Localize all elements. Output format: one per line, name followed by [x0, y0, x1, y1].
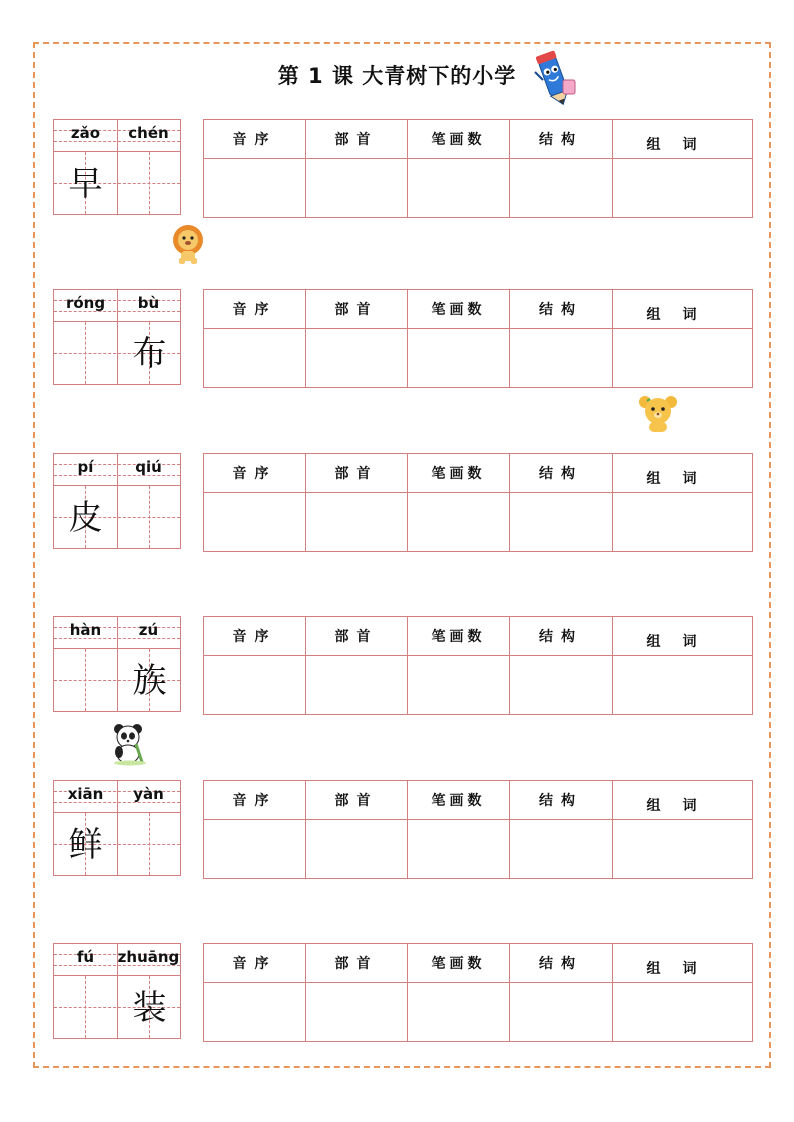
header-bushou: 部首: [306, 944, 408, 983]
header-bihuashu: 笔画数: [408, 120, 510, 159]
hanzi-char: [118, 816, 181, 874]
hanzi-char: 皮: [68, 498, 103, 538]
pinyin-text: xiān: [67, 785, 104, 803]
answer-cell[interactable]: [408, 159, 510, 218]
hanzi-char: [54, 325, 117, 383]
pencil-mascot-icon: [527, 50, 581, 108]
header-bushou: 部首: [306, 290, 408, 329]
header-zuci: 组词: [613, 454, 753, 493]
header-zuci: 组词: [613, 781, 753, 820]
header-bihuashu: 笔画数: [408, 944, 510, 983]
answer-cell[interactable]: [306, 983, 408, 1042]
hanzi-char: [118, 489, 181, 547]
header-bushou: 部首: [306, 120, 408, 159]
pinyin-text: zhuāng: [117, 948, 180, 966]
answer-cell[interactable]: [204, 983, 306, 1042]
header-zuci: 组词: [613, 617, 753, 656]
answer-cell[interactable]: [510, 820, 613, 879]
answer-cell[interactable]: [408, 493, 510, 552]
panda-icon: [110, 722, 150, 766]
answer-cell[interactable]: [306, 329, 408, 388]
answer-cell[interactable]: [408, 983, 510, 1042]
answer-cell[interactable]: [204, 159, 306, 218]
answer-cell[interactable]: [613, 493, 753, 552]
info-table: [203, 289, 753, 388]
answer-cell[interactable]: [204, 656, 306, 715]
header-yinxu: 音序: [204, 944, 306, 983]
pinyin-text: hàn: [69, 621, 102, 639]
hanzi-char: 装: [132, 988, 167, 1028]
tianzige-box: [53, 289, 181, 385]
answer-cell[interactable]: [306, 493, 408, 552]
header-bihuashu: 笔画数: [408, 617, 510, 656]
tianzige-box: [53, 453, 181, 549]
info-table: [203, 119, 753, 218]
character-row: [53, 943, 753, 1041]
character-row: [53, 616, 753, 714]
answer-cell[interactable]: [510, 656, 613, 715]
answer-cell[interactable]: [204, 329, 306, 388]
hanzi-char: 早: [68, 164, 103, 204]
pinyin-text: fú: [76, 948, 95, 966]
answer-cell[interactable]: [613, 820, 753, 879]
answer-cell[interactable]: [408, 656, 510, 715]
answer-cell[interactable]: [613, 983, 753, 1042]
character-row: [53, 780, 753, 878]
header-bihuashu: 笔画数: [408, 290, 510, 329]
pinyin-text: chén: [128, 124, 169, 142]
header-zuci: 组词: [613, 290, 753, 329]
answer-cell[interactable]: [613, 329, 753, 388]
header-bushou: 部首: [306, 454, 408, 493]
answer-cell[interactable]: [510, 983, 613, 1042]
hanzi-char: [54, 652, 117, 710]
lion-icon: [170, 224, 206, 266]
header-yinxu: 音序: [204, 454, 306, 493]
tianzige-box: [53, 119, 181, 215]
answer-cell[interactable]: [204, 820, 306, 879]
answer-cell[interactable]: [510, 493, 613, 552]
header-bushou: 部首: [306, 617, 408, 656]
answer-cell[interactable]: [204, 493, 306, 552]
bear-icon: [637, 393, 679, 435]
character-row: [53, 453, 753, 551]
header-jiegou: 结构: [510, 781, 613, 820]
answer-cell[interactable]: [306, 820, 408, 879]
header-jiegou: 结构: [510, 617, 613, 656]
pinyin-text: róng: [65, 294, 106, 312]
tianzige-box: [53, 780, 181, 876]
header-zuci: 组词: [613, 120, 753, 159]
header-yinxu: 音序: [204, 120, 306, 159]
hanzi-char: 鲜: [68, 825, 103, 865]
info-table: [203, 943, 753, 1042]
answer-cell[interactable]: [408, 329, 510, 388]
pinyin-text: zǎo: [70, 124, 101, 142]
pinyin-text: zú: [138, 621, 159, 639]
header-yinxu: 音序: [204, 781, 306, 820]
answer-cell[interactable]: [613, 656, 753, 715]
pinyin-text: qiú: [135, 458, 162, 476]
character-row: [53, 119, 753, 217]
tianzige-box: [53, 616, 181, 712]
hanzi-char: 布: [132, 334, 167, 374]
page-title: 第 1 课 大青树下的小学: [277, 64, 517, 88]
header-jiegou: 结构: [510, 944, 613, 983]
answer-cell[interactable]: [408, 820, 510, 879]
answer-cell[interactable]: [613, 159, 753, 218]
header-bushou: 部首: [306, 781, 408, 820]
answer-cell[interactable]: [510, 329, 613, 388]
header-bihuashu: 笔画数: [408, 781, 510, 820]
pinyin-text: pí: [77, 458, 94, 476]
header-jiegou: 结构: [510, 290, 613, 329]
hanzi-char: [118, 155, 181, 213]
info-table: [203, 780, 753, 879]
answer-cell[interactable]: [510, 159, 613, 218]
header-yinxu: 音序: [204, 617, 306, 656]
tianzige-box: [53, 943, 181, 1039]
header-jiegou: 结构: [510, 454, 613, 493]
hanzi-char: 族: [132, 661, 167, 701]
character-row: [53, 289, 753, 387]
header-jiegou: 结构: [510, 120, 613, 159]
info-table: [203, 453, 753, 552]
header-bihuashu: 笔画数: [408, 454, 510, 493]
answer-cell[interactable]: [306, 656, 408, 715]
pinyin-text: bù: [137, 294, 160, 312]
pinyin-text: yàn: [133, 785, 164, 803]
header-yinxu: 音序: [204, 290, 306, 329]
header-zuci: 组词: [613, 944, 753, 983]
answer-cell[interactable]: [306, 159, 408, 218]
info-table: [203, 616, 753, 715]
hanzi-char: [54, 979, 117, 1037]
